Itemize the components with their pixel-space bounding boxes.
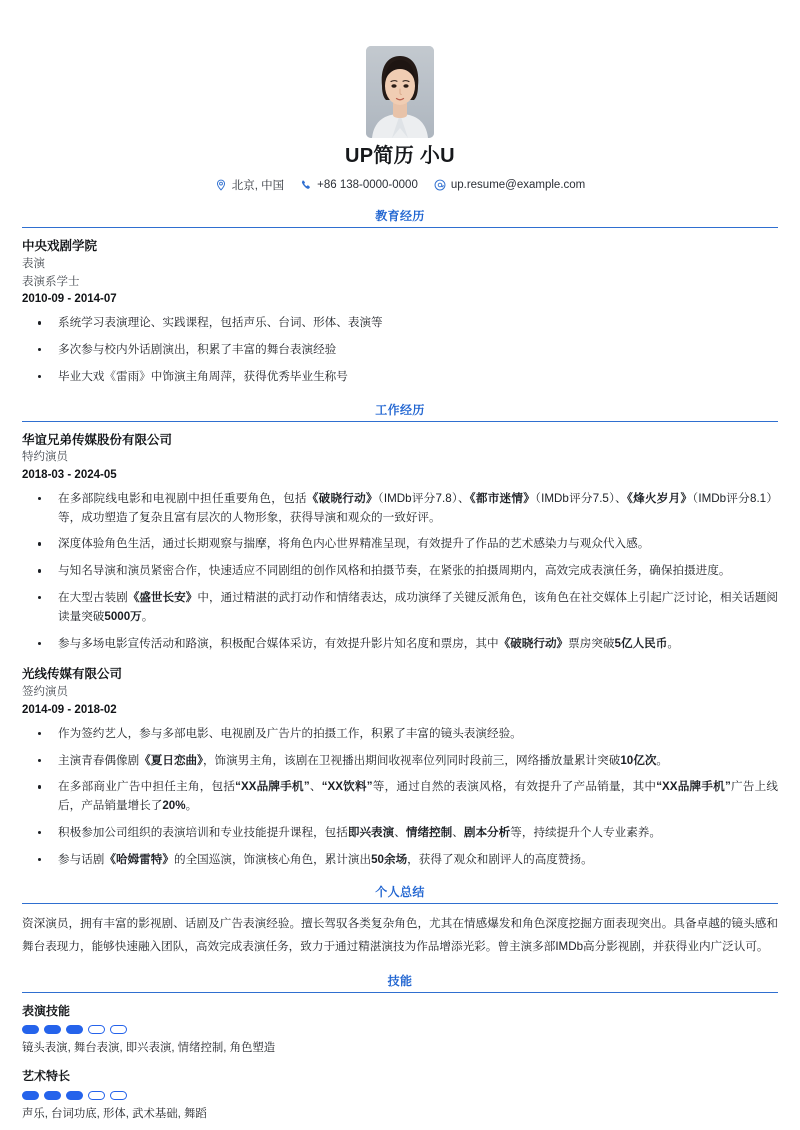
list-item: 主演青春偶像剧《夏日恋曲》，饰演男主角，该剧在卫视播出期间收视率位列同时段前三，网络播放量累计突破10亿次。	[22, 752, 778, 771]
portrait-photo	[366, 46, 434, 138]
skill-level-meter	[22, 1025, 778, 1034]
list-item: 作为签约艺人，参与多部电影、电视剧及广告片的拍摄工作，积累了丰富的镜头表演经验。	[22, 725, 778, 744]
skill-pip-filled	[44, 1091, 61, 1100]
section-title-summary: 个人总结	[22, 883, 778, 904]
list-item: 系统学习表演理论、实践课程，包括声乐、台词、形体、表演等	[22, 314, 778, 333]
skill-detail: 声乐, 台词功底, 形体, 武术基础, 舞蹈	[22, 1107, 207, 1120]
phone-icon	[300, 179, 312, 191]
contact-phone-text: +86 138-0000-0000	[317, 179, 418, 191]
location-pin-icon	[215, 179, 227, 191]
skill-name: 艺术特长	[22, 1069, 71, 1084]
work-bullets	[22, 490, 778, 653]
work-org: 光线传媒有限公司	[22, 667, 123, 682]
skill-arts	[22, 1067, 778, 1122]
skill-pip-filled	[66, 1025, 83, 1034]
contact-email	[434, 179, 585, 191]
section-skills	[22, 972, 778, 1123]
summary-text: 资深演员，拥有丰富的影视剧、话剧及广告表演经验。擅长驾驭各类复杂角色，尤其在情感爆发和角色深度挖掘方面表现突出。具备卓越的镜头感和舞台表现力，能够快速融入团队，高效完成表演任务，致力于通过精湛演技为作品增添光彩。曾主演多部IMDb高分影视剧，并获得业内广泛认可。	[22, 917, 778, 953]
contact-phone	[300, 179, 418, 191]
list-item: 在大型古装剧《盛世长安》中，通过精湛的武打动作和情绪表达，成功演绎了关键反派角色，该角色在社交媒体上引起广泛讨论，相关话题阅读量突破5000万。	[22, 589, 778, 627]
section-summary	[22, 883, 778, 958]
section-work	[22, 401, 778, 870]
work-bullets	[22, 725, 778, 870]
education-bullets	[22, 314, 778, 386]
skill-acting	[22, 1002, 778, 1057]
list-item: 参与话剧《哈姆雷特》的全国巡演，饰演核心角色，累计演出50余场，获得了观众和剧评人的高度赞扬。	[22, 851, 778, 870]
list-item: 在多部院线电影和电视剧中担任重要角色，包括《破晓行动》（IMDb评分7.8）、《都市迷情》（IMDb评分7.5）、《烽火岁月》（IMDb评分8.1）等，成功塑造了复杂且富有层次的人物形象，获得导演和观众的一致好评。	[22, 490, 778, 528]
photo-container	[22, 46, 778, 138]
section-title-work: 工作经历	[22, 401, 778, 422]
education-entry	[22, 237, 778, 387]
skill-pip-filled	[22, 1025, 39, 1034]
skill-level-meter	[22, 1091, 778, 1100]
skill-pip-filled	[44, 1025, 61, 1034]
skill-pip-empty	[88, 1025, 105, 1034]
education-major: 表演	[22, 257, 45, 270]
skill-name: 表演技能	[22, 1003, 71, 1018]
list-item: 多次参与校内外话剧演出，积累了丰富的舞台表演经验	[22, 341, 778, 360]
resume-header	[22, 46, 778, 193]
skill-pip-filled	[66, 1091, 83, 1100]
skill-pip-empty	[110, 1025, 127, 1034]
list-item: 与知名导演和演员紧密合作，快速适应不同剧组的创作风格和拍摄节奏，在紧张的拍摄周期内，高效完成表演任务，确保拍摄进度。	[22, 562, 778, 581]
education-org: 中央戏剧学院	[22, 239, 98, 253]
page-title: UP简历 小U	[345, 145, 455, 167]
skill-detail: 镜头表演, 舞台表演, 即兴表演, 情绪控制, 角色塑造	[22, 1042, 276, 1055]
work-entry-1	[22, 431, 778, 654]
contact-location-text: 北京, 中国	[231, 180, 285, 192]
contact-location	[215, 177, 284, 193]
skill-pip-empty	[88, 1091, 105, 1100]
education-degree: 表演系学士	[22, 275, 80, 288]
list-item: 参与多场电影宣传活动和路演，积极配合媒体采访，有效提升影片知名度和票房，其中《破晓行动》票房突破5亿人民币。	[22, 635, 778, 654]
section-education	[22, 207, 778, 387]
contact-email-text: up.resume@example.com	[450, 179, 586, 191]
work-entry-2	[22, 665, 778, 869]
work-role: 签约演员	[22, 686, 68, 699]
list-item: 在多部商业广告中担任主角，包括“XX品牌手机”、“XX饮料”等，通过自然的表演风格，有效提升了产品销量，其中“XX品牌手机”广告上线后，产品销量增长了20%。	[22, 778, 778, 816]
list-item: 毕业大戏《雷雨》中饰演主角周萍，获得优秀毕业生称号	[22, 368, 778, 387]
work-date: 2014-09 - 2018-02	[22, 703, 117, 716]
list-item: 深度体验角色生活，通过长期观察与揣摩，将角色内心世界精准呈现，有效提升了作品的艺术感染力与观众代入感。	[22, 535, 778, 554]
work-role: 特约演员	[22, 451, 68, 464]
skill-pip-filled	[22, 1091, 39, 1100]
education-date: 2010-09 - 2014-07	[22, 293, 117, 306]
section-title-education: 教育经历	[22, 207, 778, 228]
email-at-icon	[434, 179, 446, 191]
work-org: 华谊兄弟传媒股份有限公司	[22, 432, 173, 447]
skill-pip-empty	[110, 1091, 127, 1100]
section-title-skills: 技能	[22, 972, 778, 993]
list-item: 积极参加公司组织的表演培训和专业技能提升课程，包括即兴表演、情绪控制、剧本分析等，持续提升个人专业素养。	[22, 824, 778, 843]
contact-row	[22, 177, 778, 193]
work-date: 2018-03 - 2024-05	[22, 469, 117, 482]
